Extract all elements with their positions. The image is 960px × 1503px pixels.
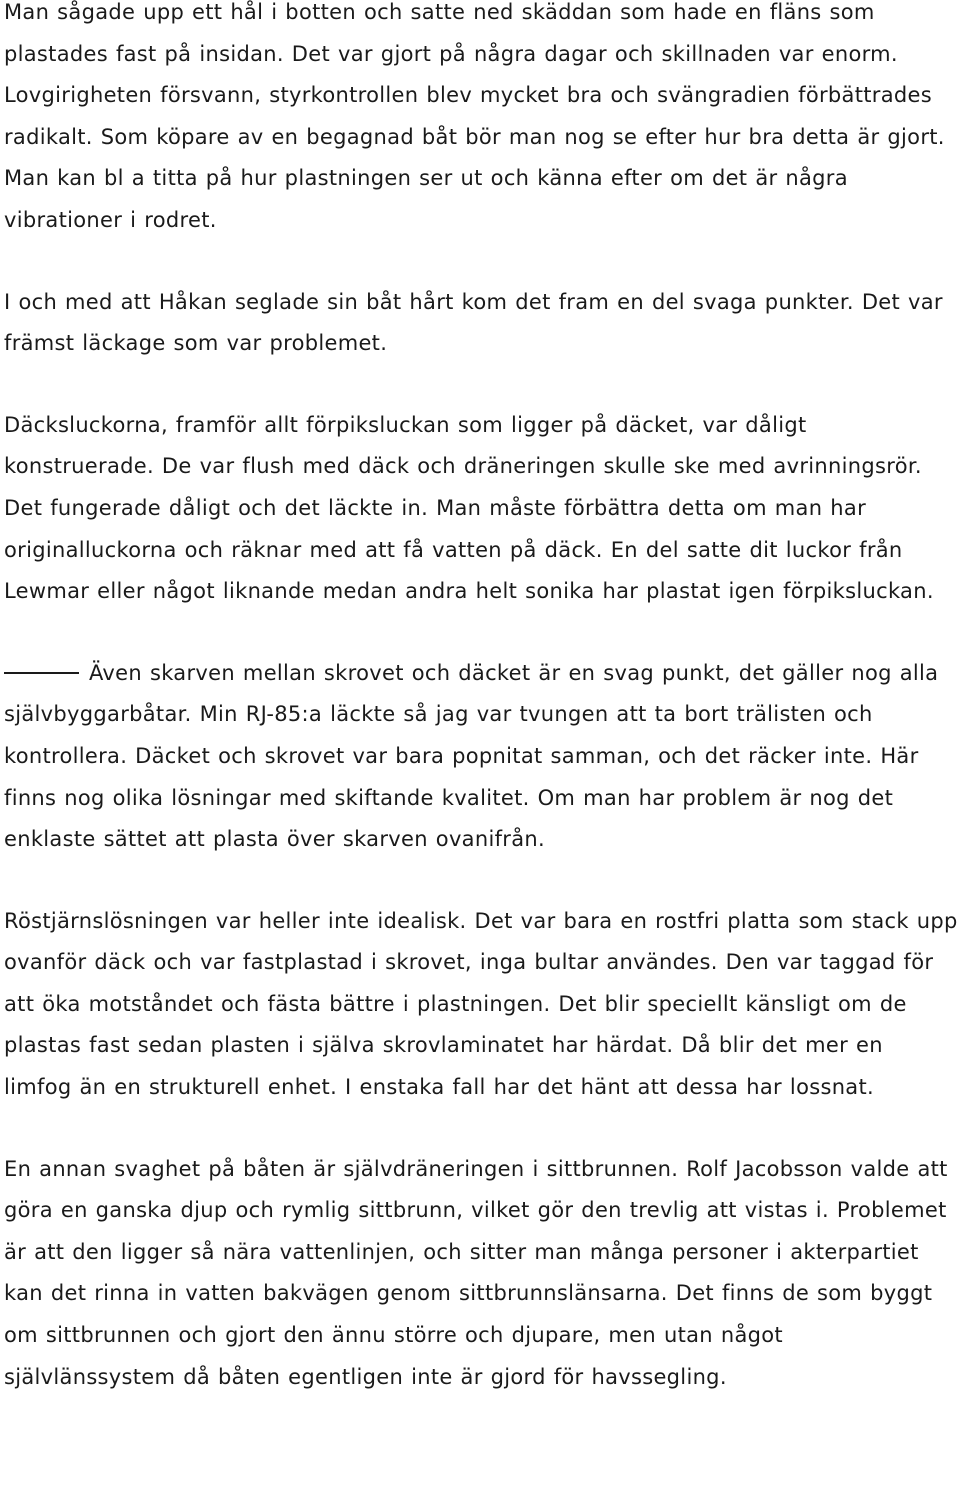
- paragraph-hull-deck-joint-text: Även skarven mellan skrovet och däcket är en svag punkt, det gäller nog alla självbyggarbåtar. Min RJ-85:a läckte så jag var tvungen att ta bort trälisten och kontrollera. Däcket och skrovet var bara popnitat samman, och det räcker inte. Här finns nog olika lösningar med skiftande kvalitet. Om man har problem är nog det enklaste sättet att plasta över skarven ovanifrån.: [4, 660, 939, 852]
- paragraph-chainplates: Röstjärnslösningen var heller inte idealisk. Det var bara en rostfri platta som stack upp ovanför däck och var fastplastad i skrovet, inga bultar användes. Den var taggad för att öka motståndet och fästa bättre i plastningen. Det blir speciellt känsligt om de plastas fast sedan plasten i själva skrovlaminatet har härdat. Då blir det mer en limfog än en strukturell enhet. I enstaka fall har det hänt att dessa har lossnat.: [4, 908, 958, 1100]
- dash-mark: [4, 672, 79, 674]
- paragraph-hull-deck-joint: [4, 653, 958, 861]
- paragraph-weak-points: I och med att Håkan seglade sin båt hårt kom det fram en del svaga punkter. Det var främst läckage som var problemet.: [4, 289, 943, 356]
- paragraph-rudder: Man sågade upp ett hål i botten och satte ned skäddan som hade en fläns som plastades fast på insidan. Det var gjort på några dagar och skillnaden var enorm. Lovgirigheten försvann, styrkontrollen blev mycket bra och svängradien förbättrades radikalt. Som köpare av en begagnad båt bör man nog se efter hur bra detta är gjort. Man kan bl a titta på hur plastningen ser ut och känna efter om det är några vibrationer i rodret.: [4, 0, 945, 232]
- paragraph-deck-hatches: Däcksluckorna, framför allt förpiksluckan som ligger på däcket, var dåligt konstruerade. De var flush med däck och dräneringen skulle ske med avrinningsrör. Det fungerade dåligt och det läckte in. Man måste förbättra detta om man har originalluckorna och räknar med att få vatten på däck. En del satte dit luckor från Lewmar eller något liknande medan andra helt sonika har plastat igen förpiksluckan.: [4, 412, 934, 604]
- document-page: [4, 0, 958, 1438]
- paragraph-cockpit-drainage: En annan svaghet på båten är självdräneringen i sittbrunnen. Rolf Jacobsson valde att göra en ganska djup och rymlig sittbrunn, vilket gör den trevlig att vistas i. Problemet är att den ligger så nära vattenlinjen, och sitter man många personer i akterpartiet kan det rinna in vatten bakvägen genom sittbrunnslänsarna. Det finns de som byggt om sittbrunnen och gjort den ännu större och djupare, men utan något självlänssystem då båten egentligen inte är gjord för havssegling.: [4, 1156, 948, 1389]
